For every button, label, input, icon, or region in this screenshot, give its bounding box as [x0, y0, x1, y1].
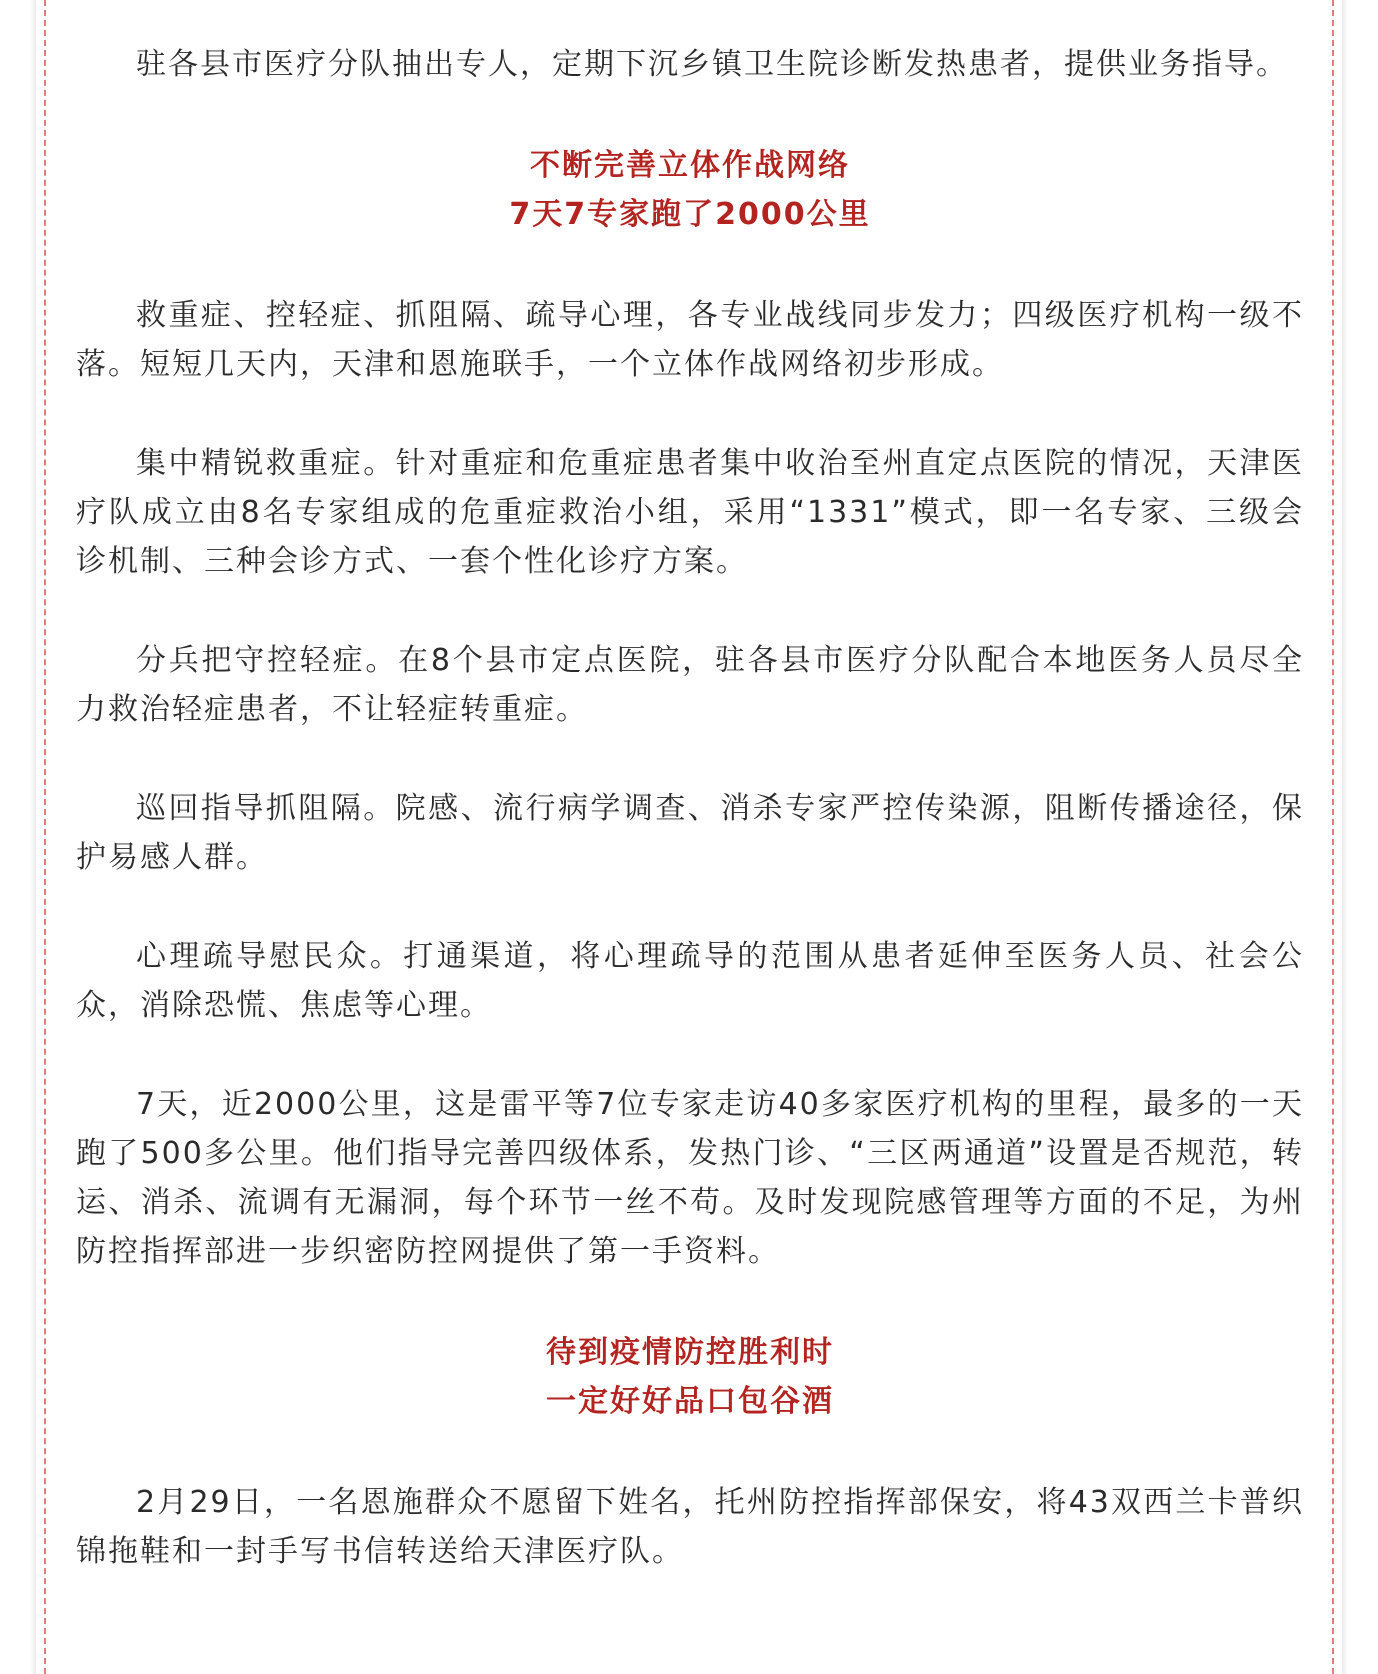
section-heading-1-line1: 不断完善立体作战网络 [530, 148, 850, 183]
paragraph-network: 救重症、控轻症、抓阻隔、疏导心理，各专业战线同步发力；四级医疗机构一级不落。短短几天内，天津和恩施联手，一个立体作战网络初步形成。 [76, 298, 1304, 382]
frame-shadow-left [30, 0, 36, 1674]
section-heading-1 [76, 141, 1304, 239]
paragraph-psychology: 心理疏导慰民众。打通渠道，将心理疏导的范围从患者延伸至医务人员、社会公众，消除恐慌、焦虑等心理。 [76, 939, 1304, 1023]
dashed-border-right [1332, 0, 1334, 1674]
section-heading-2-line2: 一定好好品口包谷酒 [546, 1384, 834, 1419]
section-heading-2 [76, 1328, 1304, 1426]
frame-shadow-right [1342, 0, 1348, 1674]
paragraph-blocking: 巡回指导抓阻隔。院感、流行病学调查、消杀专家严控传染源，阻断传播途径，保护易感人群。 [76, 791, 1304, 875]
dashed-border-left [44, 0, 46, 1674]
paragraph-gift: 2月29日，一名恩施群众不愿留下姓名，托州防控指挥部保安，将43双西兰卡普织锦拖鞋和一封手写书信转送给天津医疗队。 [76, 1485, 1304, 1569]
paragraph-7-days: 7天，近2000公里，这是雷平等7位专家走访40多家医疗机构的里程，最多的一天跑了500多公里。他们指导完善四级体系，发热门诊、“三区两通道”设置是否规范，转运、消杀、流调有无漏洞，每个环节一丝不苟。及时发现院感管理等方面的不足，为州防控指挥部进一步织密防控网提供了第一手资料。 [76, 1087, 1304, 1269]
section-heading-1-line2: 7天7专家跑了2000公里 [509, 197, 871, 232]
article-body [76, 40, 1304, 1576]
paragraph-mild-cases: 分兵把守控轻症。在8个县市定点医院，驻各县市医疗分队配合本地医务人员尽全力救治轻症患者，不让轻症转重症。 [76, 643, 1304, 727]
paragraph-intro: 驻各县市医疗分队抽出专人，定期下沉乡镇卫生院诊断发热患者，提供业务指导。 [136, 47, 1288, 82]
paragraph-severe-cases: 集中精锐救重症。针对重症和危重症患者集中收治至州直定点医院的情况，天津医疗队成立由8名专家组成的危重症救治小组，采用“1331”模式，即一名专家、三级会诊机制、三种会诊方式、一套个性化诊疗方案。 [76, 446, 1304, 579]
section-heading-2-line1: 待到疫情防控胜利时 [546, 1335, 834, 1370]
